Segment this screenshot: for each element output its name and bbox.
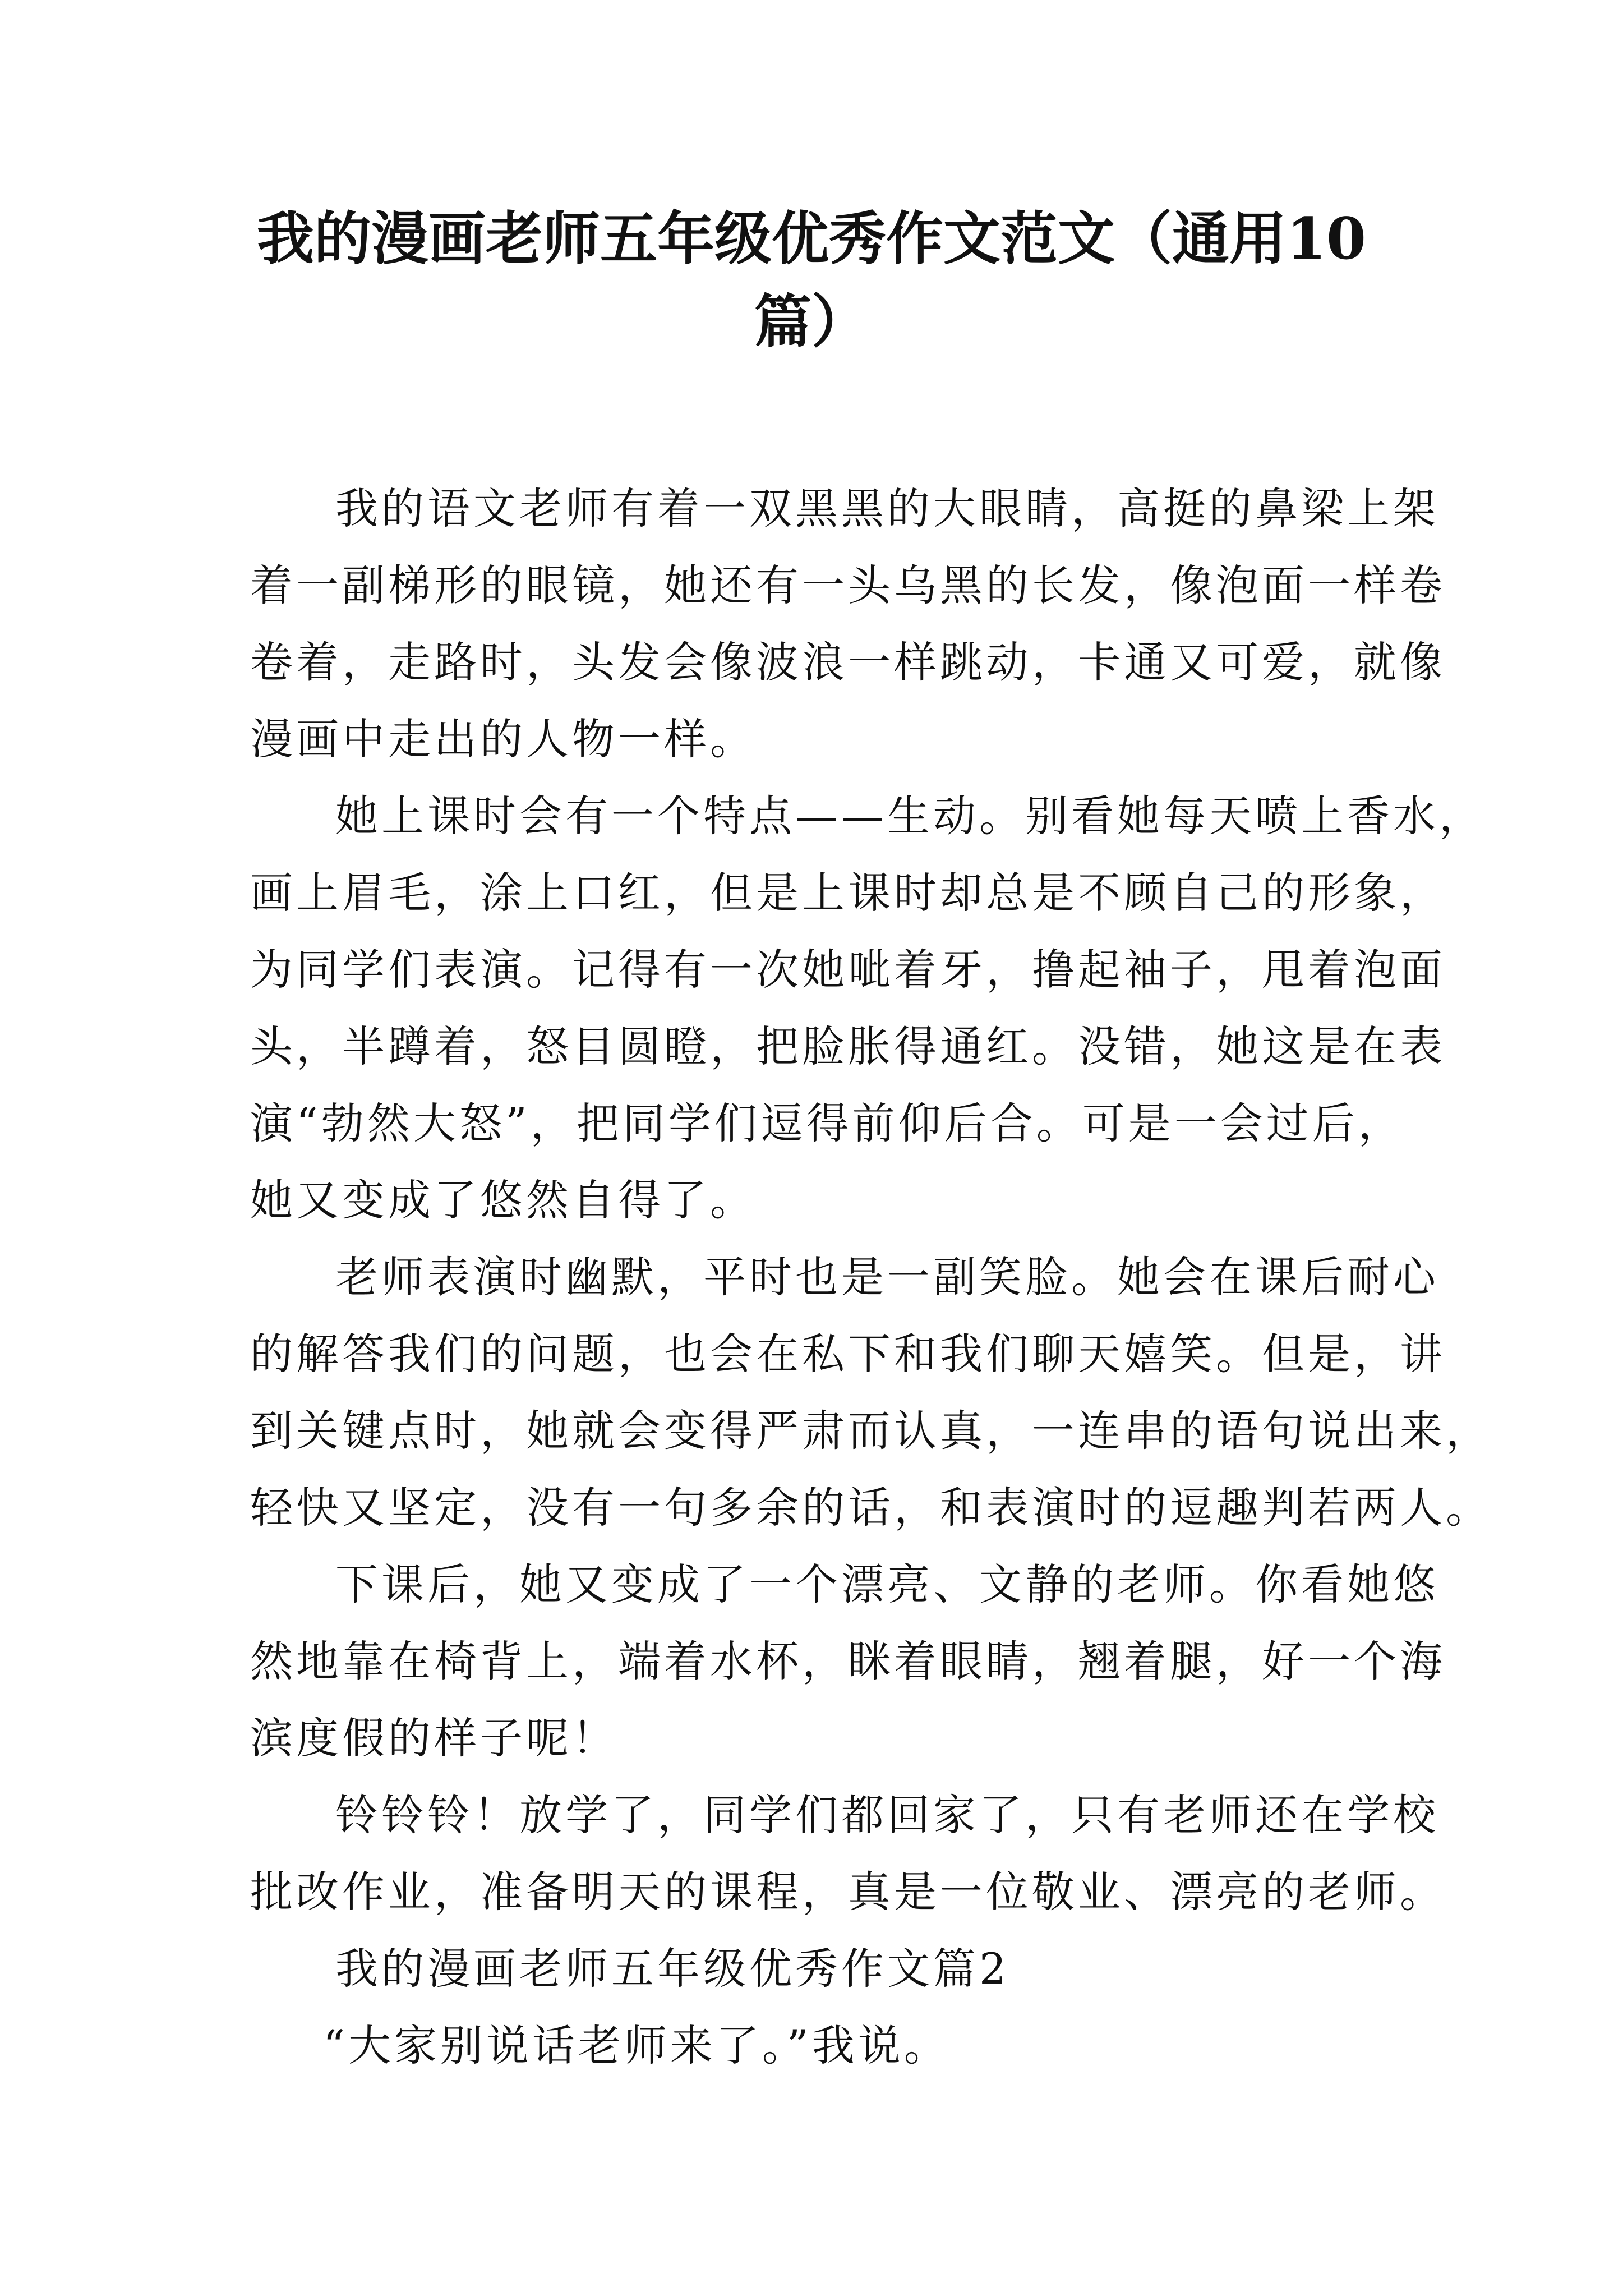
- text-line: 为同学们表演。记得有一次她呲着牙，撸起袖子，甩着泡面: [250, 945, 1446, 995]
- title-line-2: 篇）: [754, 288, 869, 356]
- title-line-1: 我的漫画老师五年级优秀作文范文（通用10: [257, 205, 1366, 273]
- text-line: 我的语文老师有着一双黑黑的大眼睛，高挺的鼻梁上架: [335, 484, 1439, 533]
- text-line: 老师表演时幽默，平时也是一副笑脸。她会在课后耐心: [335, 1252, 1439, 1302]
- text-line: 铃铃铃！放学了，同学们都回家了，只有老师还在学校: [335, 1790, 1439, 1840]
- text-line: 卷着，走路时，头发会像波浪一样跳动，卡通又可爱，就像: [250, 637, 1446, 687]
- text-line: 的解答我们的问题，也会在私下和我们聊天嬉笑。但是，讲: [250, 1329, 1446, 1379]
- text-line: 演“勃然大怒”，把同学们逗得前仰后合。可是一会过后，: [250, 1098, 1404, 1148]
- text-line: 她又变成了悠然自得了。: [250, 1175, 756, 1225]
- document-body: [250, 470, 1492, 2084]
- text-line: 滨度假的样子呢！: [250, 1713, 618, 1763]
- text-line: 着一副梯形的眼镜，她还有一头乌黑的长发，像泡面一样卷: [250, 560, 1446, 610]
- text-line: 画上眉毛，涂上口红，但是上课时却总是不顾自己的形象，: [250, 868, 1446, 918]
- text-line: 她上课时会有一个特点——生动。别看她每天喷上香水，: [335, 791, 1485, 841]
- document-title: [213, 197, 1410, 364]
- text-line: 然地靠在椅背上，端着水杯，眯着眼睛，翘着腿，好一个海: [250, 1636, 1446, 1686]
- text-line: 到关键点时，她就会变得严肃而认真，一连串的语句说出来，: [250, 1406, 1492, 1456]
- text-line: “大家别说话老师来了。”我说。: [323, 2021, 950, 2070]
- text-line: 漫画中走出的人物一样。: [250, 714, 756, 764]
- text-line: 轻快又坚定，没有一句多余的话，和表演时的逗趣判若两人。: [250, 1483, 1492, 1533]
- text-line: 批改作业，准备明天的课程，真是一位敬业、漂亮的老师。: [250, 1867, 1446, 1917]
- text-line: 头，半蹲着，怒目圆瞪，把脸胀得通红。没错，她这是在表: [250, 1022, 1446, 1071]
- text-line: 我的漫画老师五年级优秀作文篇2: [335, 1944, 1010, 1994]
- text-line: 下课后，她又变成了一个漂亮、文静的老师。你看她悠: [335, 1559, 1439, 1609]
